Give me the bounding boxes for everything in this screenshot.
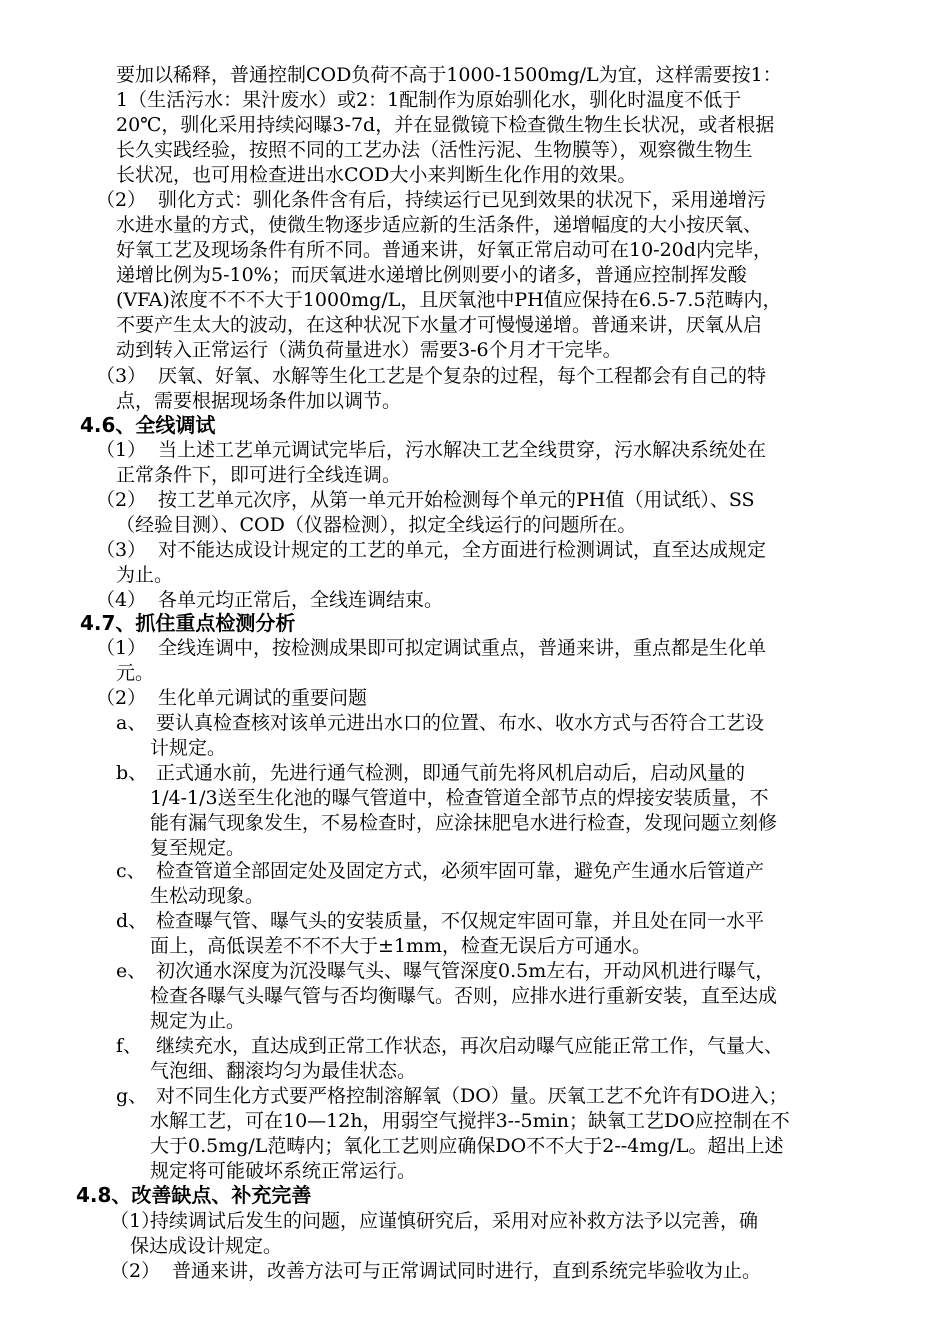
- text-line: 检查各曝气头曝气管与否均衡曝气。否则，应排水进行重新安装，直至达成: [150, 985, 778, 1007]
- list-marker: （2）: [96, 489, 147, 511]
- text-line: 对不能达成设计规定的工艺的单元，全方面进行检测调试，直至达成规定: [158, 539, 767, 561]
- text-line: 长久实践经验，按照不同的工艺办法（活性污泥、生物膜等），观察微生物生: [116, 139, 753, 161]
- text-line: 生松动现象。: [150, 885, 265, 907]
- section-heading-4-6: 4.6、全线调试: [80, 413, 216, 437]
- sub-marker: a、: [116, 712, 147, 734]
- text-line: 检查曝气管、曝气头的安装质量，不仅规定牢固可靠，并且处在同一水平: [156, 910, 765, 932]
- sub-marker: c、: [116, 860, 146, 882]
- sub-marker: d、: [116, 910, 148, 932]
- list-item: [116, 438, 766, 488]
- text-line: (VFA)浓度不不不大于1000mg/L，且厌氧池中PH值应保持在6.5-7.5范畴内，: [116, 289, 782, 311]
- list-marker: （3）: [96, 539, 147, 561]
- text-line: 生化单元调试的重要问题: [158, 687, 368, 709]
- text-line: 点，需要根据现场条件加以调节。: [116, 390, 402, 412]
- sub-item: [150, 1084, 790, 1184]
- text-line: 1（生活污水：果汁废水）或2：1配制作为原始驯化水，驯化时温度不低于: [116, 89, 742, 111]
- text-line: 普通来讲，改善方法可与正常调试同时进行，直到系统完毕验收为止。: [172, 1260, 762, 1282]
- text-line: 计规定。: [150, 737, 227, 759]
- sub-marker: g、: [116, 1085, 148, 1107]
- sub-marker: e、: [116, 960, 147, 982]
- sub-marker: b、: [116, 762, 148, 784]
- sub-item: [150, 711, 765, 761]
- text-line: 厌氧、好氧、水解等生化工艺是个复杂的过程，每个工程都会有自己的特: [158, 365, 767, 387]
- list-item: [116, 538, 766, 588]
- text-line: 正常条件下，即可进行全线连调。: [116, 464, 402, 486]
- text-line: 气泡细、翻滚均匀为最佳状态。: [150, 1060, 417, 1082]
- list-item: [130, 1209, 758, 1259]
- text-line: 能有漏气现象发生，不易检查时，应涂抹肥皂水进行检查，发现问题立刻修: [150, 812, 778, 834]
- text-line: 1/4-1/3送至生化池的曝气管道中，检查管道全部节点的焊接安装质量，不: [150, 787, 769, 809]
- text-line: 动到转入正常运行（满负荷量进水）需要3-6个月才干完毕。: [116, 339, 622, 361]
- list-marker: （4）: [96, 589, 147, 611]
- list-marker: （2）: [110, 1260, 161, 1282]
- list-marker: （1）: [110, 1210, 161, 1232]
- acclimation-method-paragraph: [116, 188, 782, 363]
- text-line: 要加以稀释，普通控制COD负荷不高于1000-1500mg/L为宜，这样需要按1：: [116, 64, 782, 86]
- sub-item: [150, 909, 765, 959]
- process-complexity-paragraph: [116, 364, 766, 414]
- text-line: 按工艺单元次序，从第一单元开始检测每个单元的PH值（用试纸）、SS: [158, 489, 755, 511]
- section-heading-4-7: 4.7、抓住重点检测分析: [80, 611, 296, 635]
- text-line: 好氧工艺及现场条件有所不同。普通来讲，好氧正常启动可在10-20d内完毕，: [116, 239, 772, 261]
- sub-item: [150, 959, 778, 1034]
- section-heading-4-8: 4.8、改善缺点、补充完善: [76, 1183, 312, 1207]
- text-line: 继续充水，直达成到正常工作状态，再次启动曝气应能正常工作，气量大、: [156, 1035, 784, 1057]
- text-line: 全线连调中，按检测成果即可拟定调试重点，普通来讲，重点都是生化单: [158, 637, 767, 659]
- text-line: 不要产生太大的波动，在这种状况下水量才可慢慢递增。普通来讲，厌氧从启: [116, 314, 763, 336]
- intro-paragraph: [116, 63, 782, 188]
- list-item: [116, 588, 443, 613]
- text-line: 正式通水前，先进行通气检测，即通气前先将风机启动后，启动风量的: [156, 762, 746, 784]
- sub-item: [150, 761, 778, 861]
- text-line: 检查管道全部固定处及固定方式，必须牢固可靠，避免产生通水后管道产: [156, 860, 765, 882]
- text-line: 元。: [116, 662, 155, 684]
- text-line: 规定为止。: [150, 1010, 246, 1032]
- text-line: 20℃，驯化采用持续闷曝3-7d，并在显微镜下检查微生物生长状况，或者根据: [116, 114, 775, 136]
- sub-item: [150, 859, 765, 909]
- text-line: 当上述工艺单元调试完毕后，污水解决工艺全线贯穿，污水解决系统处在: [158, 439, 767, 461]
- list-marker: （3）: [96, 365, 147, 387]
- text-line: 水进水量的方式，使微生物逐步适应新的生活条件，递增幅度的大小按厌氧、: [116, 214, 763, 236]
- text-line: 递增比例为5-10%；而厌氧进水递增比例则要小的诸多，普通应控制挥发酸: [116, 264, 747, 286]
- text-line: 规定将可能破坏系统正常运行。: [150, 1160, 417, 1182]
- text-line: 对不同生化方式要严格控制溶解氧（DO）量。厌氧工艺不允许有DO进入；: [156, 1085, 788, 1107]
- text-line: 保达成设计规定。: [130, 1235, 283, 1257]
- text-line: 大于0.5mg/L范畴内；氧化工艺则应确保DO不不大于2--4mg/L。超出上述: [150, 1135, 784, 1157]
- list-item: [130, 1259, 761, 1284]
- text-line: 为止。: [116, 564, 174, 586]
- text-line: 面上，高低误差不不不大于±1mm，检查无误后方可通水。: [150, 935, 652, 957]
- text-line: 要认真检查核对该单元进出水口的位置、布水、收水方式与否符合工艺设: [156, 712, 765, 734]
- list-marker: （1）: [96, 637, 147, 659]
- list-item: [116, 686, 367, 711]
- text-line: 各单元均正常后，全线连调结束。: [158, 589, 444, 611]
- list-marker: （2）: [96, 189, 147, 211]
- list-item: [116, 636, 766, 686]
- text-line: 初次通水深度为沉没曝气头、曝气管深度0.5m左右，开动风机进行曝气，: [156, 960, 775, 982]
- text-line: 复至规定。: [150, 837, 246, 859]
- text-line: （经验目测）、COD（仪器检测），拟定全线运行的问题所在。: [116, 514, 637, 536]
- list-item: [116, 488, 755, 538]
- text-line: 驯化方式：驯化条件含有后，持续运行已见到效果的状况下，采用递增污: [158, 189, 767, 211]
- text-line: 长状况，也可用检查进出水COD大小来判断生化作用的效果。: [116, 164, 637, 186]
- list-marker: （1）: [96, 439, 147, 461]
- text-line: 持续调试后发生的问题，应谨慎研究后，采用对应补救方法予以完善，确: [150, 1210, 759, 1232]
- list-marker: （2）: [96, 687, 147, 709]
- sub-item: [150, 1034, 784, 1084]
- text-line: 水解工艺，可在10—12h，用弱空气搅拌3--5min；缺氧工艺DO应控制在不: [150, 1110, 790, 1132]
- sub-marker: f、: [116, 1035, 143, 1057]
